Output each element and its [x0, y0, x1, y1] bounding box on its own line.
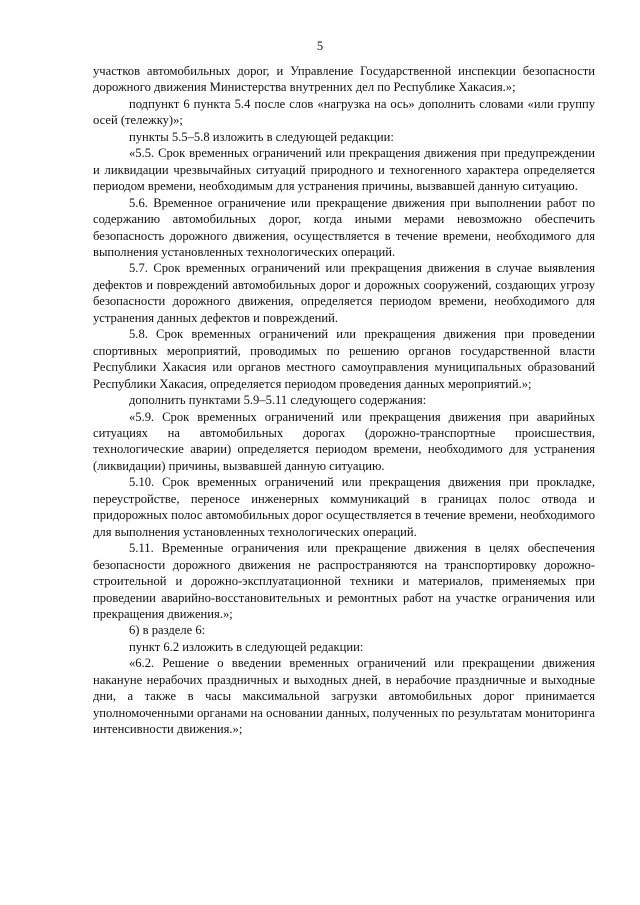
- paragraph-continuation: участков автомобильных дорог, и Управление Государственной инспекции безопасности дорожного движения Министерства внутренних дел по Республике Хакасия.»;: [93, 64, 595, 95]
- paragraph-item-5-8: 5.8. Срок временных ограничений или прекращения движения при проведении спортивных мероприятий, проводимых по решению органов государственной власти Республики Хакасия или органов местного самоуправления муниципальных образований Республики Хакасия, определяется периодом проведения данных мероприятий.»;: [93, 327, 595, 391]
- page-number: 5: [316, 39, 324, 53]
- paragraph-items-5-9-5-11-intro: дополнить пунктами 5.9–5.11 следующего содержания:: [129, 393, 427, 408]
- paragraph-item-5-5: «5.5. Срок временных ограничений или прекращения движения при предупреждении и ликвидации чрезвычайных ситуаций природного и техногенного характера определяется периодом времени, необходимым для устранения причины, вызвавшей данную ситуацию.: [93, 146, 595, 194]
- paragraph-item-5-9: «5.9. Срок временных ограничений или прекращения движения при аварийных ситуациях на автомобильных дорогах (дорожно-транспортные происшествия, технологические аварии) определяется периодом времени, необходимого для устранения (ликвидации) причины, вызвавшей данную ситуацию.: [93, 409, 595, 473]
- paragraph-amendment-5-4: подпункт 6 пункта 5.4 после слов «нагрузка на ось» дополнить словами «или группу осей (тележку)»;: [93, 96, 595, 128]
- paragraph-items-5-5-5-8-intro: пункты 5.5–5.8 изложить в следующей редакции:: [129, 129, 394, 144]
- paragraph-item-5-10: 5.10. Срок временных ограничений или прекращения движения при прокладке, переустройстве, переносе инженерных коммуникаций в границах полос отвода и придорожных полос автомобильных дорог осуществляется в течение времени, необходимого для выполнения установленных технологических операций.: [93, 475, 595, 539]
- paragraph-section-6-heading: 6) в разделе 6:: [129, 623, 206, 638]
- paragraph-item-5-11: 5.11. Временные ограничения или прекращение движения в целях обеспечения безопасности дорожного движения не распространяются на транспортировку дорожно-строительной и дорожно-эксплуатационной техники и материалов, применяемых при проведении аварийно-восстановительных и ремонтных работ на участке ограничения или прекращения движения.»;: [93, 541, 595, 621]
- document-body: [93, 63, 595, 738]
- paragraph-item-5-6: 5.6. Временное ограничение или прекращение движения при выполнении работ по содержанию автомобильных дорог, когда иными мерами невозможно обеспечить безопасность дорожного движения, осуществляется в течение времени, необходимого для выполнения установленных технологических операций.: [93, 195, 595, 259]
- paragraph-item-6-2: «6.2. Решение о введении временных ограничений или прекращении движения накануне нерабочих праздничных и выходных дней, в нерабочие праздничные и выходные дни, а также в часы максимальной загрузки автомобильных дорог принимается уполномоченными органами на основании данных, полученных по результатам мониторинга интенсивности движения.»;: [93, 656, 595, 737]
- paragraph-item-5-7: 5.7. Срок временных ограничений или прекращения движения в случае выявления дефектов и повреждений автомобильных дорог и дорожных сооружений, создающих угрозу безопасности дорожного движения, определяется периодом времени, необходимого для устранения данных дефектов и повреждений.: [93, 261, 595, 325]
- paragraph-item-6-2-intro: пункт 6.2 изложить в следующей редакции:: [129, 639, 364, 654]
